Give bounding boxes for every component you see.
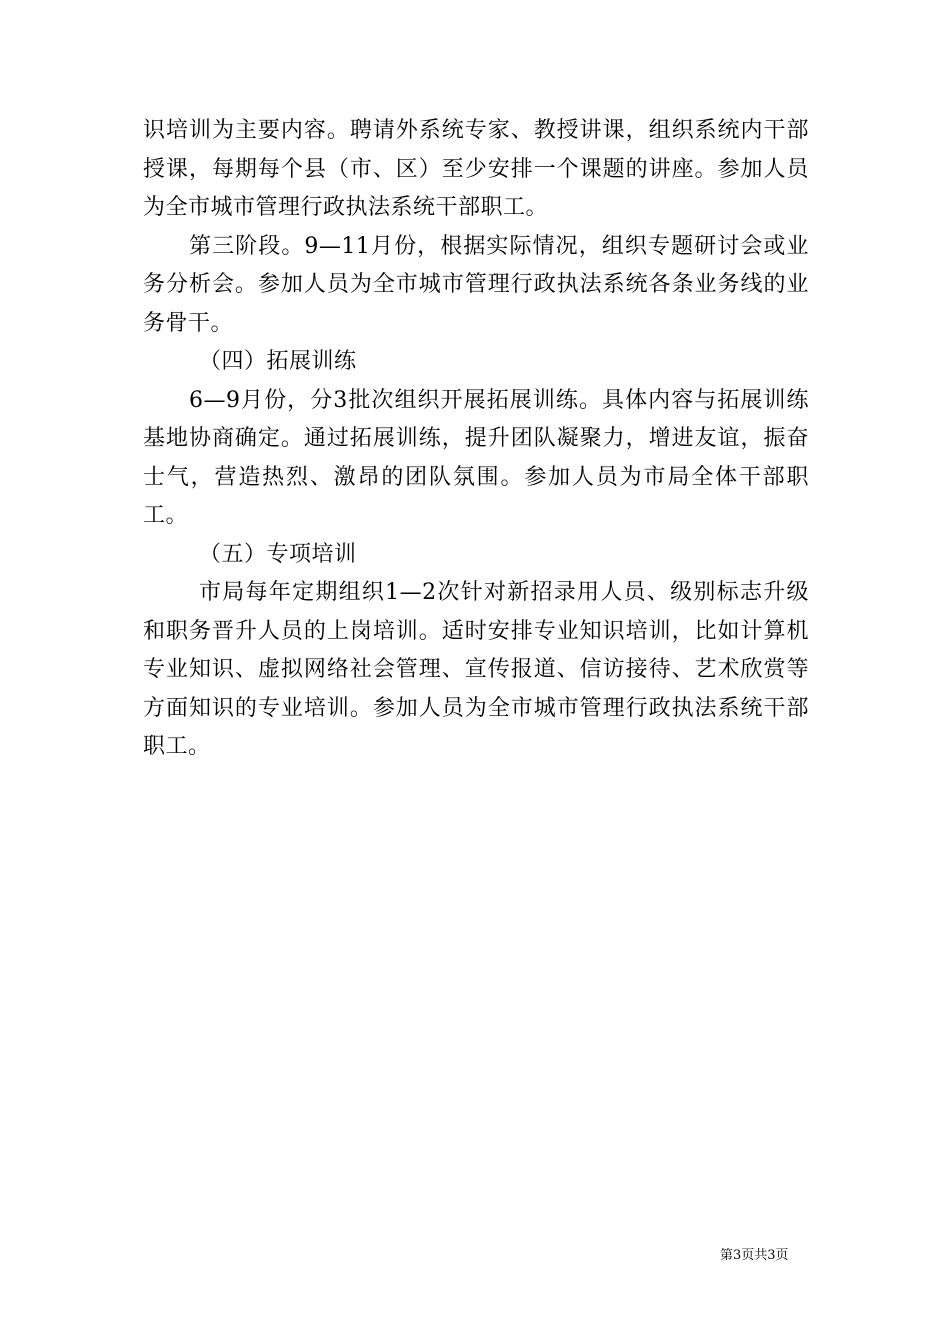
paragraph-expansion-training: 6—9月份，分3批次组织开展拓展训练。具体内容与拓展训练基地协商确定。通过拓展训练，提升团队凝聚力，增进友谊，振奋士气，营造热烈、激昂的团队氛围。参加人员为市局全体干部职工。 [143,387,809,528]
paragraph-stage-three: 第三阶段。9—11月份，根据实际情况，组织专题研讨会或业务分析会。参加人员为全市城市管理行政执法系统各条业务线的业务骨干。 [143,233,809,336]
heading-expansion-training: （四）拓展训练 [199,349,357,374]
page-number: 第3页共3页 [720,1248,789,1263]
paragraph-special-training: 市局每年定期组织1—2次针对新招录用人员、级别标志升级和职务晋升人员的上岗培训。适时安排专业知识培训，比如计算机专业知识、虚拟网络社会管理、宣传报道、信访接待、艺术欣赏等方面知识的专业培训。参加人员为全市城市管理行政执法系统干部职工。 [143,580,809,759]
paragraph-training-content: 识培训为主要内容。聘请外系统专家、教授讲课，组织系统内干部授课，每期每个县（市、区）至少安排一个课题的讲座。参加人员为全市城市管理行政执法系统干部职工。 [143,118,809,220]
heading-special-training: （五）专项培训 [199,541,357,567]
document-body [143,112,809,767]
